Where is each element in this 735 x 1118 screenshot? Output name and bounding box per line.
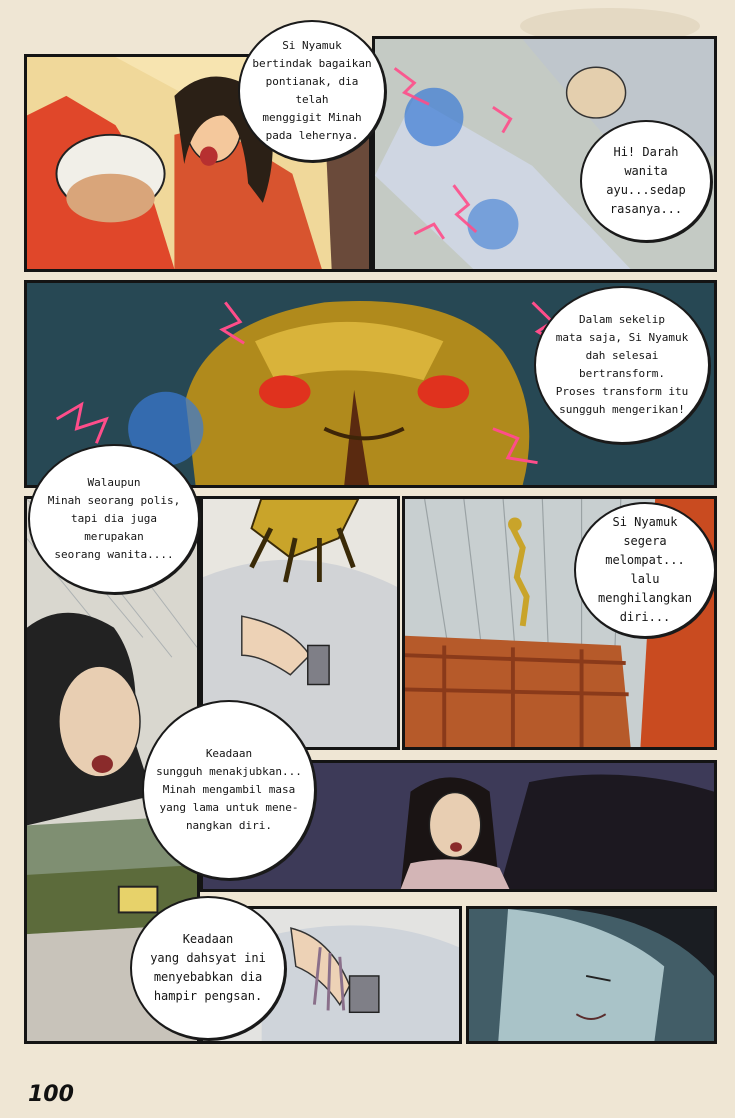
speech-bubble-amazing: Keadaan sungguh menakjubkan... Minah mengambil masa yang lama untuk mene- nangkan diri. (142, 700, 316, 880)
speech-bubble-bite: Si Nyamuk bertindak bagaikan pontianak, dia telah menggigit Minah pada lehernya. (238, 20, 386, 162)
speech-bubble-faint: Keadaan yang dahsyat ini menyebabkan dia hampir pengsan. (130, 896, 286, 1040)
panel-faint-art (469, 909, 714, 1041)
faded-caption (71, 293, 251, 325)
speech-bubble-police: Walaupun Minah seorang polis, tapi dia juga merupakan seorang wanita.... (28, 444, 200, 594)
page-number: 100 (28, 1082, 74, 1107)
speech-bubble-transform: Dalam sekelip mata saja, Si Nyamuk dah selesai bertransform. Proses transform itu sungguh mengerikan! (534, 286, 710, 444)
speech-bubble-leap: Si Nyamuk segera melompat... lalu menghilangkan diri... (574, 502, 716, 638)
speech-bubble-blood: Hi! Darah wanita ayu...sedap rasanya... (580, 120, 712, 242)
panel-faint (466, 906, 717, 1044)
